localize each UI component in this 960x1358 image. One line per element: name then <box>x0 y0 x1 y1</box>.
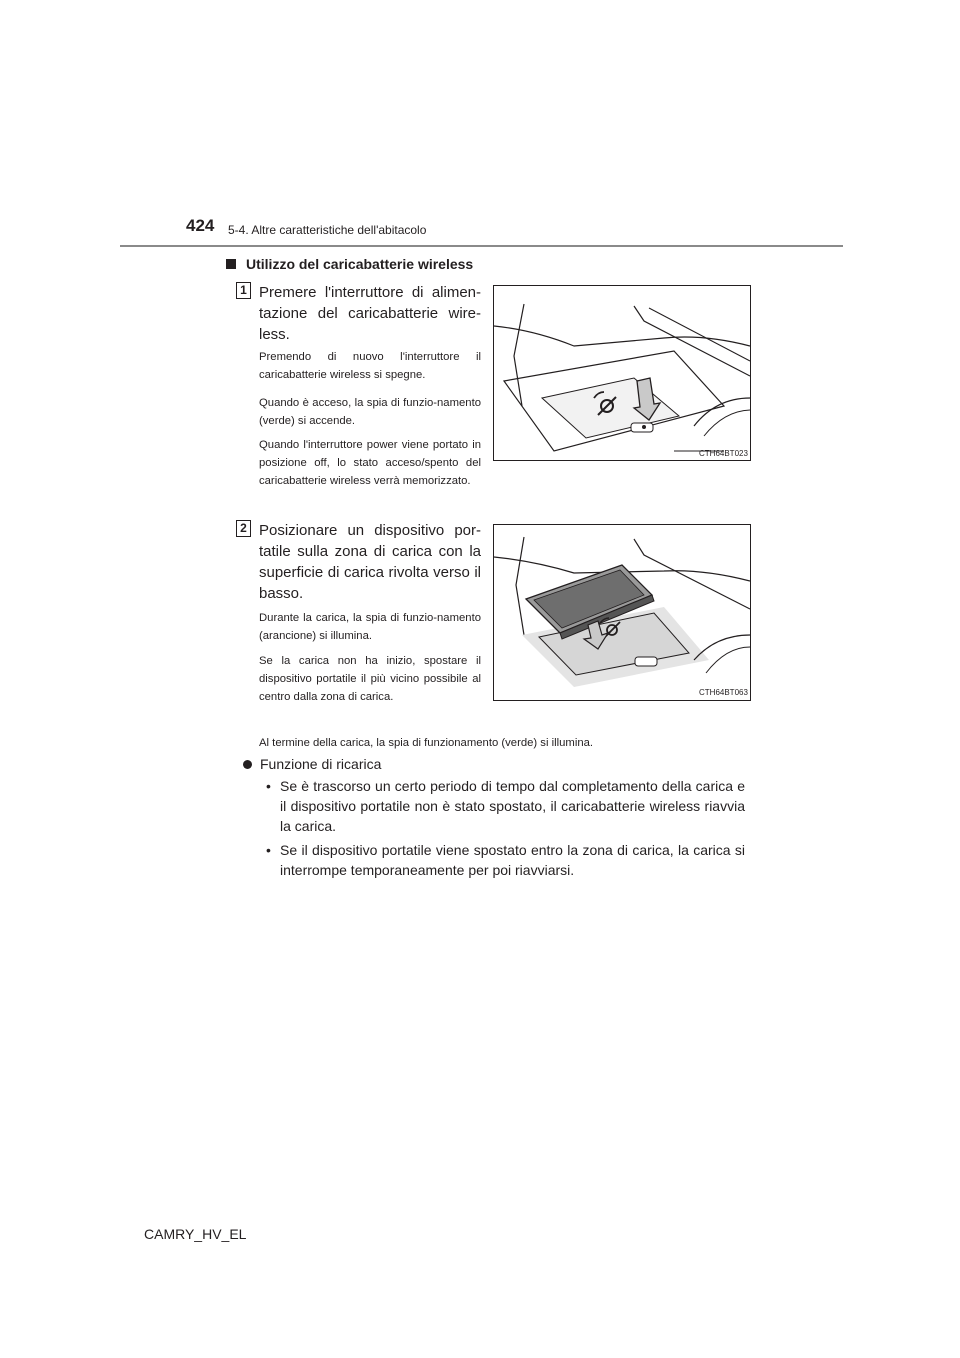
step-1-note-1: Premendo di nuovo l'interruttore il caricabatterie wireless si spegne. <box>259 351 481 381</box>
item-bullet: • <box>266 778 271 794</box>
figure-device-placement <box>493 524 751 701</box>
step-2-note-2: Se la carica non ha inizio, spostare il dispositivo portatile il più vicino possibile al centro dalla zona di carica. <box>259 655 481 703</box>
page-number: 424 <box>186 216 215 235</box>
step-1-badge: 1 <box>236 282 251 299</box>
model-code: CAMRY_HV_EL <box>144 1226 247 1242</box>
item-text: Se è trascorso un certo periodo di tempo dal completamento della carica e il dispositivo portatile non è stato spostato, il caricabatterie wireless riavvia la carica. <box>280 778 745 834</box>
charging-function-item-2 <box>266 840 745 880</box>
step-2-badge: 2 <box>236 520 251 537</box>
step-1-note-3: Quando l'interruttore power viene portato in posizione off, lo stato acceso/spento del caricabatterie wireless verrà memorizzato. <box>259 439 481 487</box>
figure-2-code: CTH64BT063 <box>699 688 748 697</box>
charging-function-title: Funzione di ricarica <box>260 756 382 772</box>
figure-1-code: CTH64BT023 <box>699 449 748 458</box>
figure-switch-press <box>493 285 751 461</box>
completion-note: Al termine della carica, la spia di funzionamento (verde) si illumina. <box>259 737 594 749</box>
step-1-note-2: Quando è acceso, la spia di funzio-namento (verde) si accende. <box>259 397 481 427</box>
header-divider <box>120 245 843 247</box>
step-2-text: Posizionare un dispositivo por-tatile sulla zona di carica con la superficie di carica rivolta verso il basso. <box>259 522 481 602</box>
charging-function-heading <box>243 756 381 772</box>
section-title: 5-4. Altre caratteristiche dell'abitacolo <box>228 223 427 237</box>
round-bullet-icon <box>243 760 252 769</box>
charging-function-item-1 <box>266 776 745 836</box>
heading-text: Utilizzo del caricabatterie wireless <box>246 256 474 272</box>
item-bullet: • <box>266 842 271 858</box>
step-2-note-1: Durante la carica, la spia di funzio-namento (arancione) si illumina. <box>259 612 481 642</box>
item-text: Se il dispositivo portatile viene spostato entro la zona di carica, la carica si interrompe temporaneamente per poi riavviarsi. <box>280 842 745 878</box>
step-1-text: Premere l'interruttore di alimen-tazione del caricabatterie wire-less. <box>259 284 481 343</box>
square-bullet-icon <box>226 259 236 269</box>
section-heading <box>226 256 473 272</box>
